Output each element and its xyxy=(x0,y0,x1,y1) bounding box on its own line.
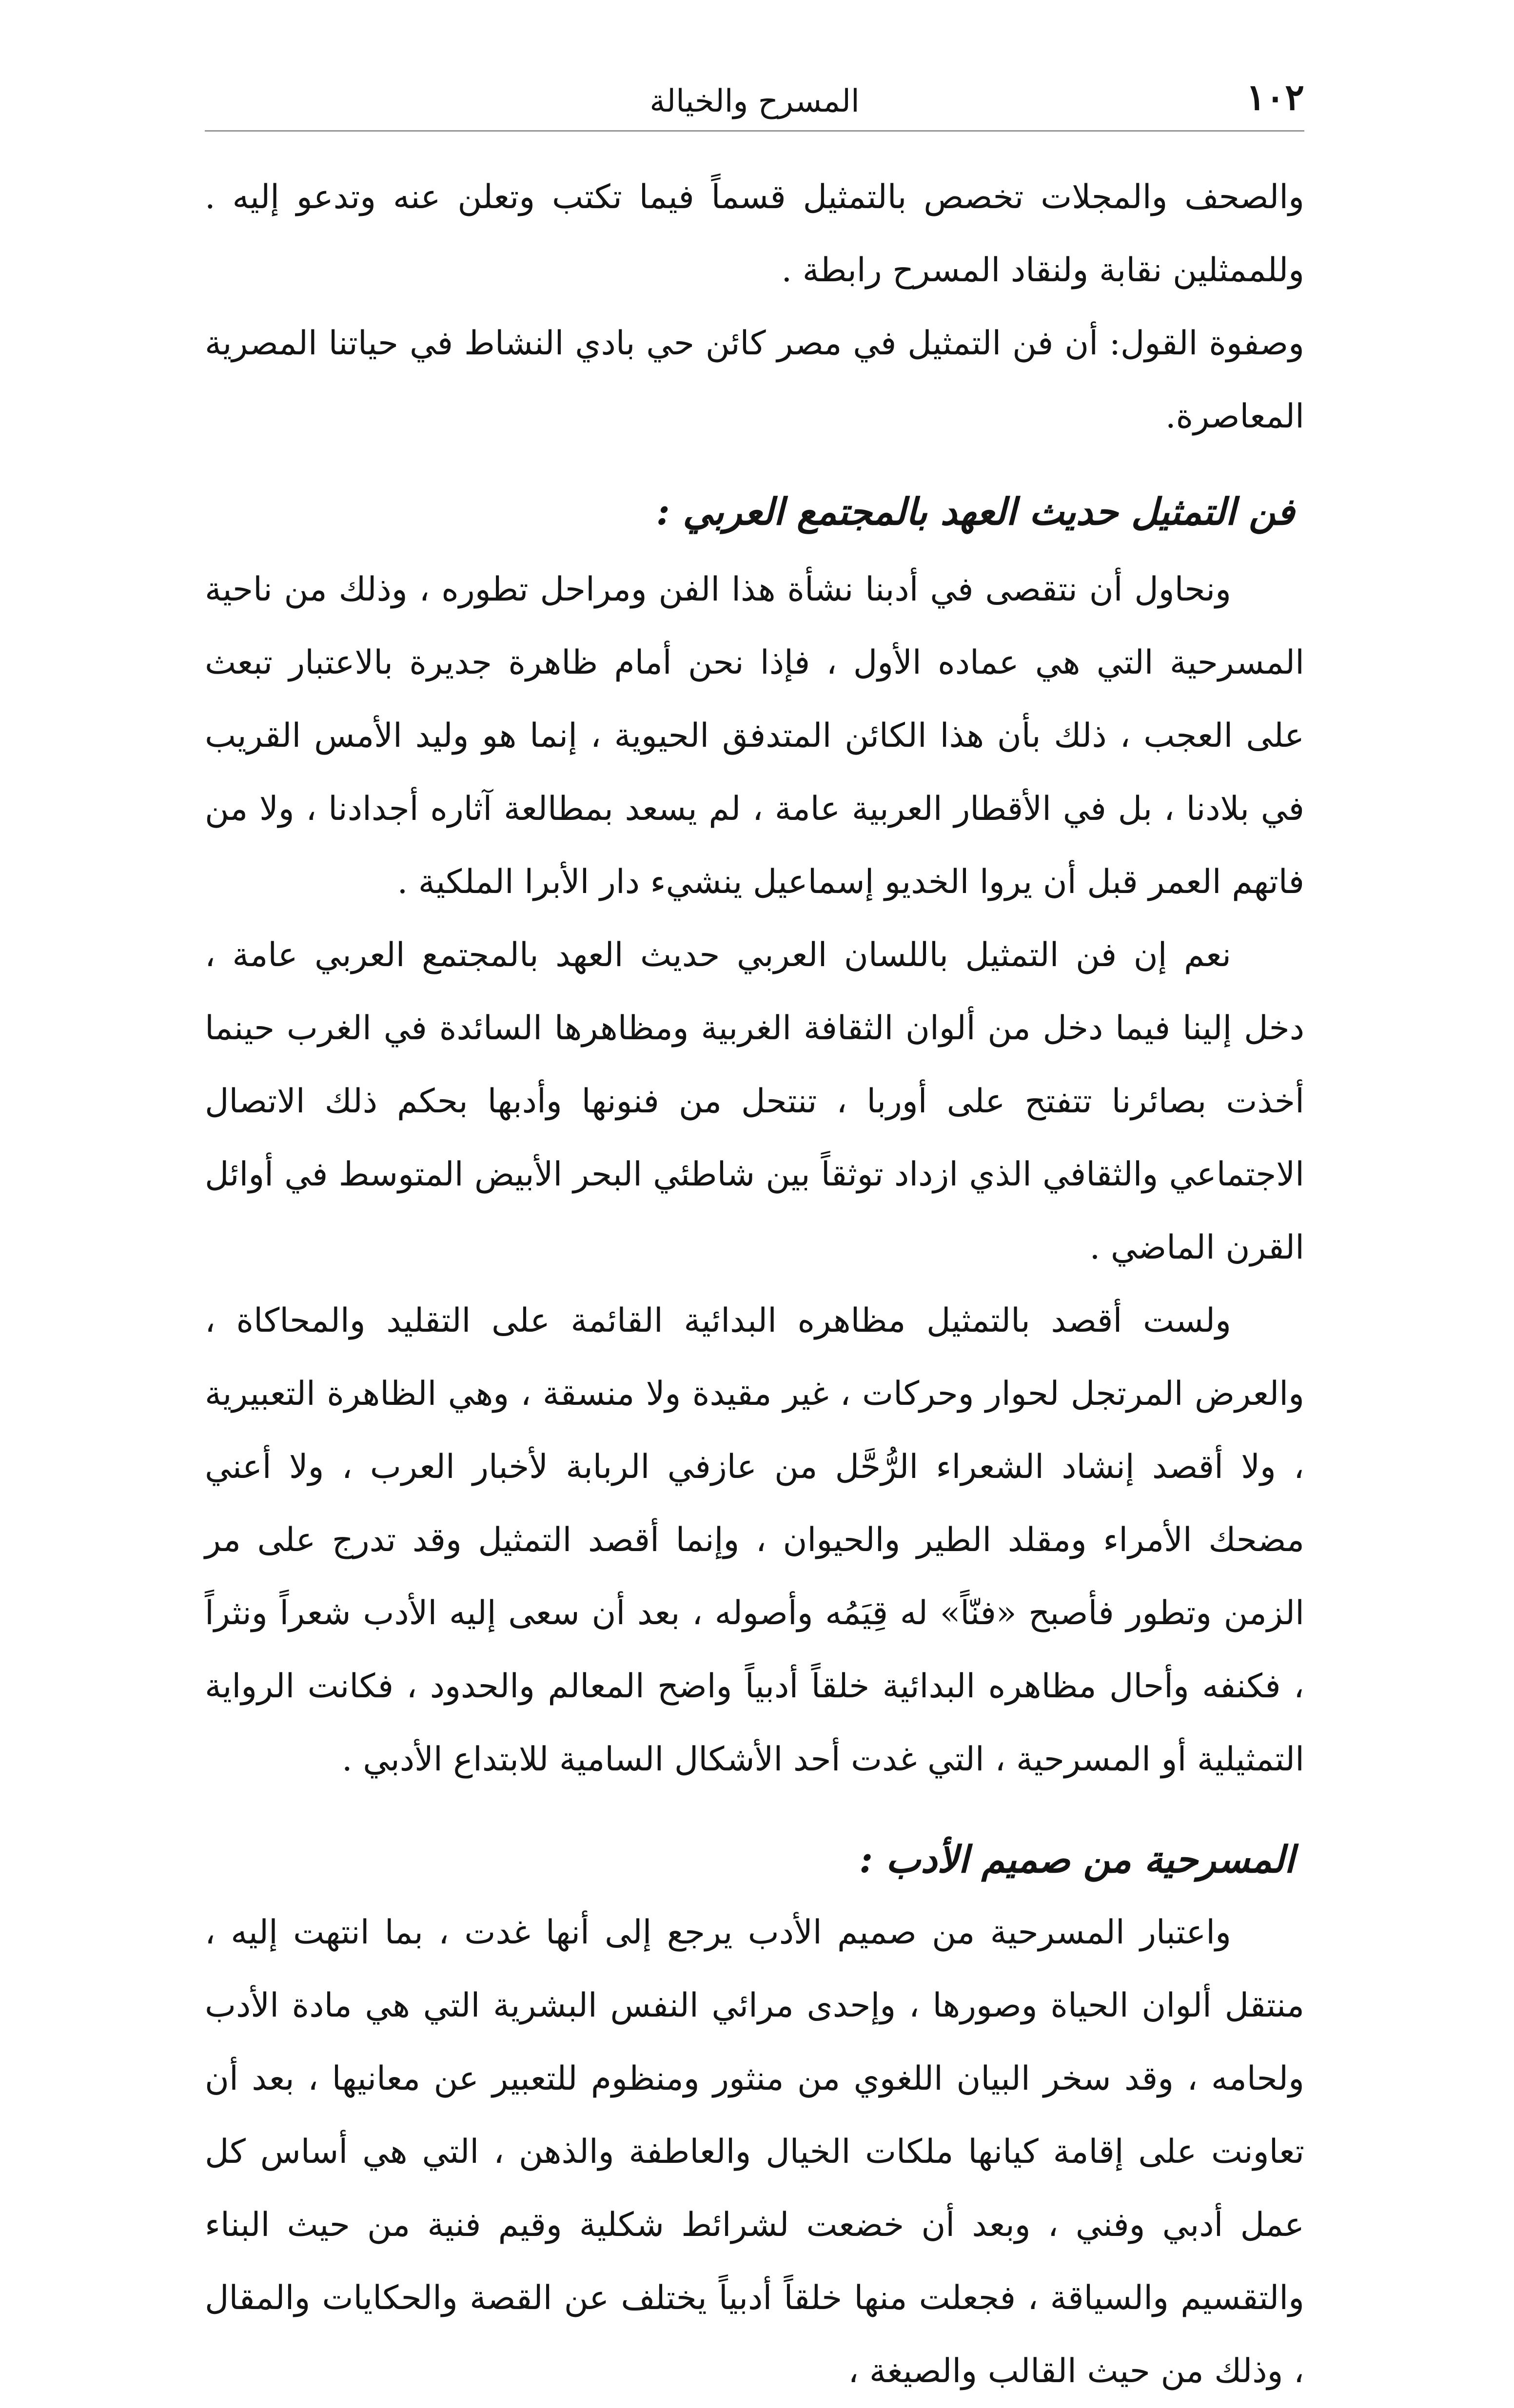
section-heading: المسرحية من صميم الأدب : xyxy=(859,1838,1295,1881)
paragraph: نعم إن فن التمثيل باللسان العربي حديث العهد بالمجتمع العربي عامة ، دخل إلينا فيما دخل من ألوان الثقافة الغربية ومظاهرها السائدة في الغرب حينما أخذت بصائرنا تتفتح على أوربا ، تنتحل من فنونها وأدبها بحكم ذلك الاتصال الاجتماعي والثقافي الذي ازداد توثقاً بين شاطئي البحر الأبيض المتوسط في أوائل القرن الماضي . xyxy=(205,936,1304,1267)
page-header xyxy=(205,73,1304,132)
page-body xyxy=(205,161,1304,2408)
header-rule xyxy=(205,130,1304,132)
paragraph: والصحف والمجلات تخصص بالتمثيل قسماً فيما تكتب وتعلن عنه وتدعو إليه . وللممثلين نقابة ولنقاد المسرح رابطة . xyxy=(205,178,1305,290)
paragraph: واعتبار المسرحية من صميم الأدب يرجع إلى أنها غدت ، بما انتهت إليه ، منتقل ألوان الحياة وصورها ، وإحدى مرائي النفس البشرية التي هي مادة الأدب ولحامه ، وقد سخر البيان اللغوي من منثور ومنظوم للتعبير عن معانيها ، بعد أن تعاونت على إقامة كيانها ملكات الخيال والعاطفة والذهن ، التي هي أساس كل عمل أدبي وفني ، وبعد أن خضعت لشرائط شكلية وقيم فنية من حيث البناء والتقسيم والسياقة ، فجعلت منها خلقاً أدبياً يختلف عن القصة والحكايات والمقال ، وذلك من حيث القالب والصيغة ، xyxy=(205,1913,1304,2390)
paragraph: ولست أقصد بالتمثيل مظاهره البدائية القائمة على التقليد والمحاكاة ، والعرض المرتجل لحوار وحركات ، غير مقيدة ولا منسقة ، وهي الظاهرة التعبيرية ، ولا أقصد إنشاد الشعراء الرُّحَّل من عازفي الربابة لأخبار العرب ، ولا أعني مضحك الأمراء ومقلد الطير والحيوان ، وإنما أقصد التمثيل وقد تدرج على مر الزمن وتطور فأصبح «فنّاً» له قِيَمُه وأصوله ، بعد أن سعى إليه الأدب شعراً ونثراً ، فكنفه وأحال مظاهره البدائية خلقاً أدبياً واضح المعالم والحدود ، فكانت الرواية التمثيلية أو المسرحية ، التي غدت أحد الأشكال السامية للابتداع الأدبي . xyxy=(205,1301,1305,1779)
paragraph: وصفوة القول: أن فن التمثيل في مصر كائن حي بادي النشاط في حياتنا المصرية المعاصرة. xyxy=(205,324,1304,436)
page-number: ١٠٢ xyxy=(1246,77,1304,118)
running-title: المسرح والخيالة xyxy=(649,83,860,119)
section-heading: فن التمثيل حديث العهد بالمجتمع العربي : xyxy=(656,490,1295,533)
paragraph: ونحاول أن نتقصى في أدبنا نشأة هذا الفن ومراحل تطوره ، وذلك من ناحية المسرحية التي هي عماده الأول ، فإذا نحن أمام ظاهرة جديرة بالاعتبار تبعث على العجب ، ذلك بأن هذا الكائن المتدفق الحيوية ، إنما هو وليد الأمس القريب في بلادنا ، بل في الأقطار العربية عامة ، لم يسعد بمطالعة آثاره أجدادنا ، ولا من فاتهم العمر قبل أن يروا الخديو إسماعيل ينشيء دار الأبرا الملكية . xyxy=(205,570,1304,901)
